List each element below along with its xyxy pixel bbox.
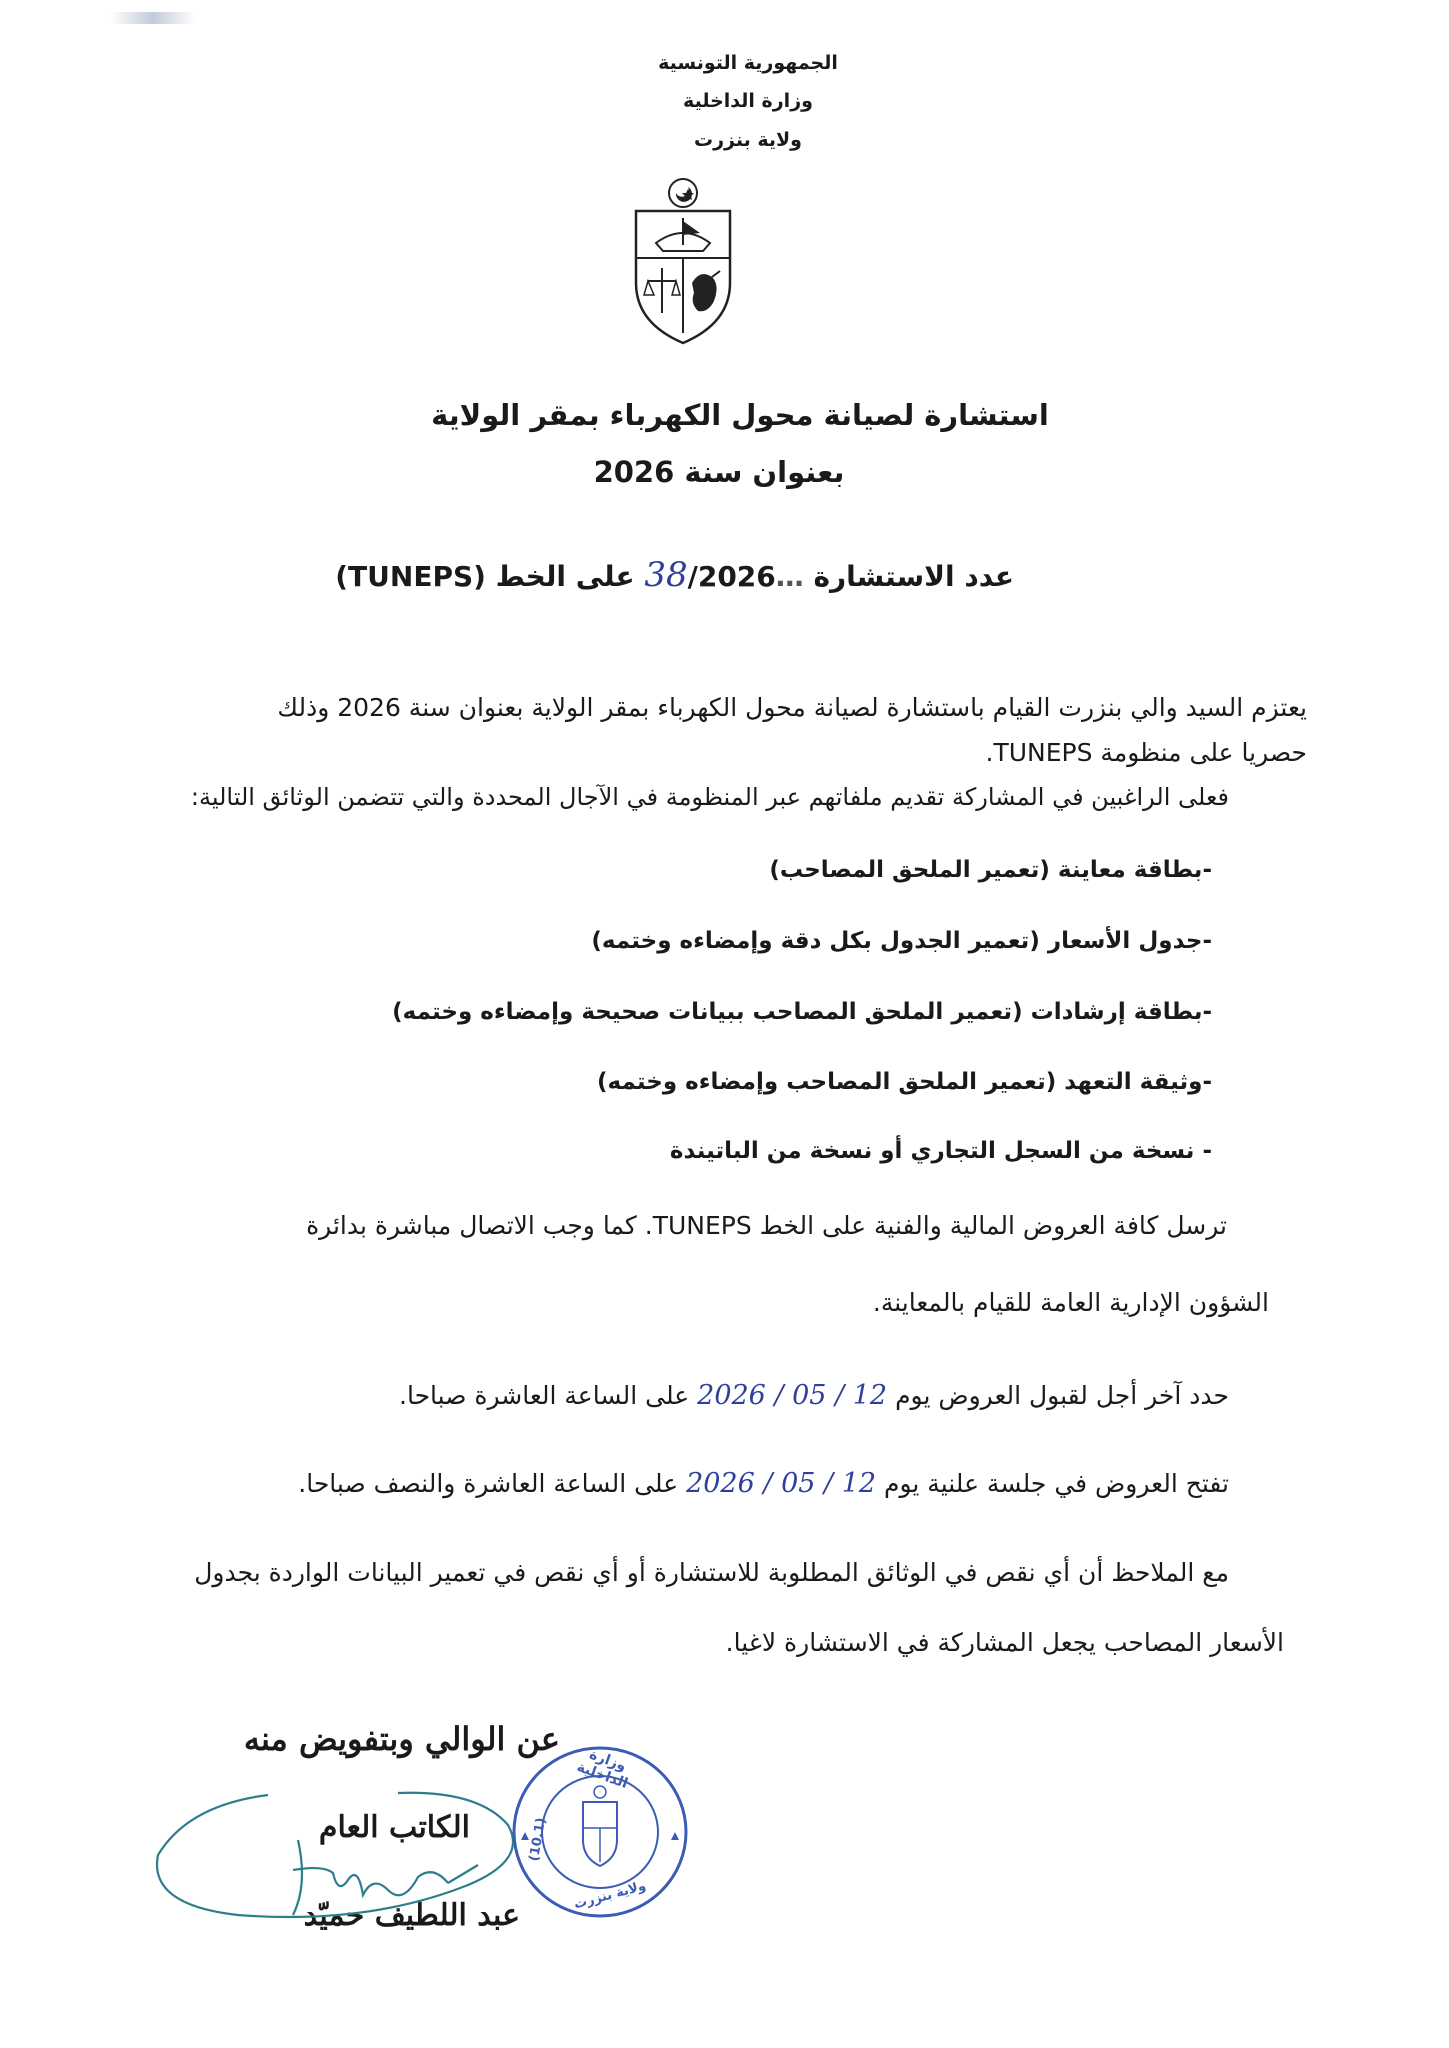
note-line-2: الأسعار المصاحب يجعل المشاركة في الاستشارة لاغيا. <box>725 1628 1284 1657</box>
stamp-code: (10.1) <box>526 1816 550 1863</box>
note-line-1: مع الملاحظ أن أي نقص في الوثائق المطلوبة للاستشارة أو أي نقص في تعمير البيانات الواردة بجدول <box>194 1558 1229 1587</box>
consultation-suffix: /2026 على الخط (TUNEPS) <box>335 560 776 593</box>
stamp-bottom-text: ولاية بنزرت <box>572 1878 648 1913</box>
handwritten-signature <box>148 1765 548 1945</box>
deadline-line <box>399 1382 1229 1409</box>
header-republic: الجمهورية التونسية <box>658 52 838 74</box>
signature-role: الكاتب العام <box>318 1810 470 1845</box>
deadline-date: 12 / 05 / 2026 <box>697 1380 888 1411</box>
send-line-1: ترسل كافة العروض المالية والفنية على الخط TUNEPS. كما وجب الاتصال مباشرة بدائرة <box>306 1211 1227 1240</box>
opening-line <box>298 1470 1229 1497</box>
participants-line: فعلى الراغبين في المشاركة تقديم ملفاتهم عبر المنظومة في الآجال المحددة والتي تتضمن الوثائق التالية: <box>190 783 1229 811</box>
deadline-suffix: على الساعة العاشرة صباحا. <box>399 1381 690 1410</box>
document-item: -بطاقة معاينة (تعمير الملحق المصاحب) <box>769 857 1212 883</box>
opening-prefix: تفتح العروض في جلسة علنية يوم <box>884 1469 1229 1498</box>
header-ministry: وزارة الداخلية <box>683 90 813 112</box>
document-item: -جدول الأسعار (تعمير الجدول بكل دقة وإمضاءه وختمه) <box>591 928 1212 954</box>
deadline-prefix: حدد آخر أجل لقبول العروض يوم <box>895 1381 1229 1410</box>
intro-line-1: يعتزم السيد والي بنزرت القيام باستشارة لصيانة محول الكهرباء بمقر الولاية بعنوان سنة 2026 وذلك <box>277 693 1307 722</box>
consultation-number-line: عدد الاستشارة …38/2026 على الخط (TUNEPS) <box>335 555 1014 595</box>
document-item: -وثيقة التعهد (تعمير الملحق المصاحب وإمضاءه وختمه) <box>596 1069 1212 1095</box>
page-title: استشارة لصيانة محول الكهرباء بمقر الولاية <box>431 398 1049 432</box>
opening-date: 12 / 05 / 2026 <box>686 1468 877 1499</box>
opening-suffix: على الساعة العاشرة والنصف صباحا. <box>298 1469 679 1498</box>
tunisia-coat-of-arms-icon <box>628 173 738 348</box>
stamp-top-text: وزارة الداخلية <box>574 1746 630 1793</box>
document-item: -بطاقة إرشادات (تعمير الملحق المصاحب ببيانات صحيحة وإمضاءه وختمه) <box>392 999 1212 1025</box>
scan-artifact <box>110 12 195 24</box>
consultation-handwritten-number: 38 <box>644 555 688 595</box>
signature-delegation: عن الوالي وبتفويض منه <box>243 1720 560 1758</box>
intro-line-2: حصريا على منظومة TUNEPS. <box>985 738 1307 767</box>
header-governorate: ولاية بنزرت <box>694 129 802 151</box>
send-line-2: الشؤون الإدارية العامة للقيام بالمعاينة. <box>872 1288 1269 1317</box>
document-item: - نسخة من السجل التجاري أو نسخة من الباتيندة <box>669 1138 1212 1164</box>
consultation-label: عدد الاستشارة <box>813 560 1014 593</box>
signature-name: عبد اللطيف حميّد <box>303 1898 520 1933</box>
page-subtitle: بعنوان سنة 2026 <box>593 455 845 489</box>
